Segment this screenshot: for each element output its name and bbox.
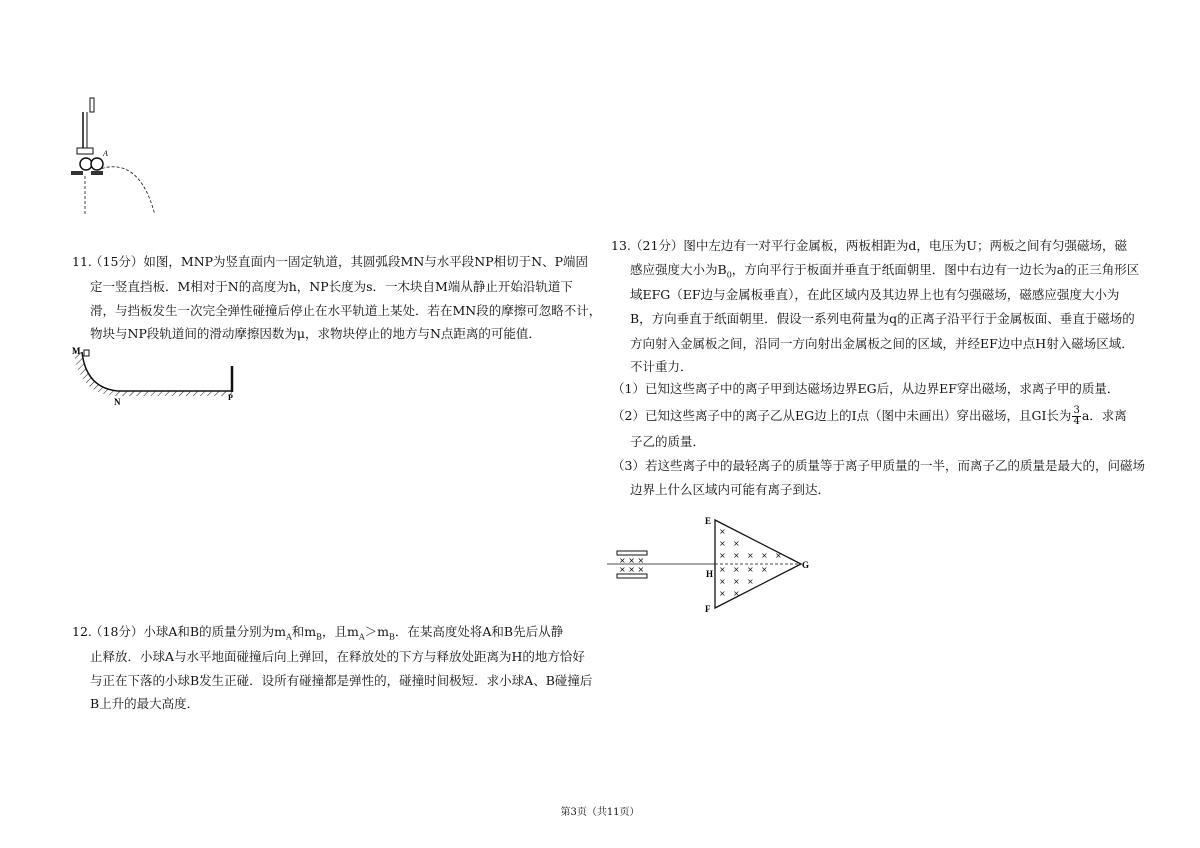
svg-text:×: ×: [733, 577, 740, 586]
label-n: N: [114, 397, 121, 406]
svg-text:×: ×: [761, 551, 768, 560]
svg-text:×: ×: [733, 539, 740, 548]
svg-text:×: ×: [733, 589, 740, 598]
svg-text:×: ×: [733, 551, 740, 560]
q12-line-2: 止释放．小球A与水平地面碰撞后向上弹回，在释放处的下方与释放处距离为H的地方恰好: [90, 649, 585, 664]
q12-text-e: ．在某高度处将A和B先后从静: [394, 624, 564, 639]
svg-text:×: ×: [775, 551, 782, 560]
frac-num: 3: [1073, 405, 1080, 416]
three-quarters-fraction: [1072, 406, 1080, 427]
label-g: G: [802, 560, 810, 570]
q13-line-2: [630, 264, 1139, 280]
svg-text:×: ×: [733, 565, 740, 574]
svg-text:×: ×: [747, 551, 754, 560]
label-p: P: [228, 393, 233, 402]
q12-sub-a1: A: [285, 632, 292, 642]
q13-line-5: 方向射入金属板之间，沿同一方向射出金属板之间的区域，并经EF边中点H射入磁场区域．: [630, 336, 1134, 351]
q11-line-4: 物块与NP段轨道间的滑动摩擦因数为μ，求物块停止的地方与N点距离的可能值．: [90, 326, 541, 341]
projectile-apparatus-figure: [65, 92, 185, 214]
label-m: M: [72, 346, 81, 356]
q13-line-3: 域EFG（EF边与金属板垂直），在此区域内及其边界上也有匀强磁场，磁感应强度大小为: [630, 287, 1120, 302]
svg-text:×: ×: [719, 551, 726, 560]
magnetic-field-figure: [605, 510, 825, 618]
q13-line-4: B，方向垂直于纸面朝里．假设一系列电荷量为q的正离子沿平行于金属板面、垂直于磁场的: [630, 311, 1135, 326]
label-h: H: [706, 569, 714, 579]
q12-line-4: B上升的最大高度．: [90, 696, 200, 711]
q13-line2-sub: 0: [726, 270, 732, 280]
q13-number: 13.: [611, 238, 631, 253]
q12-text-b: 和m: [291, 624, 317, 639]
q13-part-3-line-1: （3）若这些离子中的最轻离子的质量等于离子甲质量的一半，而离子乙的质量是最大的，问磁场: [612, 458, 1145, 473]
label-e: E: [705, 516, 712, 526]
track-mnp-figure: [68, 344, 248, 406]
label-a: A: [103, 149, 108, 158]
q12-number: 12.: [72, 624, 92, 639]
svg-text:×: ×: [719, 589, 726, 598]
q13-part2-b: a．求离: [1081, 408, 1127, 423]
svg-text:×: ×: [747, 565, 754, 574]
q13-part-3-line-2: 边界上什么区域内可能有离子到达．: [630, 482, 831, 497]
q11-line-2: 定一竖直挡板．M相对于N的高度为h，NP长度为s．一木块自M端从静止开始沿轨道下: [90, 279, 573, 294]
label-f: F: [705, 604, 711, 614]
q13-part-2: [612, 406, 1127, 427]
svg-text:×: ×: [719, 527, 726, 536]
q12-text-d: ＞m: [364, 624, 390, 639]
svg-text:× × ×: × × ×: [619, 565, 645, 574]
svg-text:×: ×: [719, 539, 726, 548]
page-footer: 第3页（共11页）: [560, 807, 640, 818]
q13-line-1: （21分）图中左边有一对平行金属板，两板相距为d，电压为U；两板之间有匀强磁场，磁: [630, 238, 1127, 253]
q13-part2-a: （2）已知这些离子中的离子乙从EG边上的I点（图中未画出）穿出磁场，且GI长为: [612, 408, 1072, 423]
svg-text:×: ×: [747, 577, 754, 586]
q12-text-c: ，且m: [322, 624, 359, 639]
q12-sub-a2: A: [358, 632, 365, 642]
q12-text-a: （18分）小球A和B的质量分别为m: [90, 624, 286, 639]
svg-text:×: ×: [761, 565, 768, 574]
q13-line2-b: ，方向平行于板面并垂直于纸面朝里．图中右边有一边长为a的正三角形区: [731, 262, 1140, 277]
q13-part-2-cont: 子乙的质量．: [630, 434, 706, 449]
q13-line-6: 不计重力．: [630, 359, 693, 374]
q12-sub-b2: B: [389, 632, 395, 642]
q13-line2-a: 感应强度大小为B: [630, 262, 727, 277]
frac-den: 4: [1073, 416, 1080, 427]
q11-line-3: 滑，与挡板发生一次完全弹性碰撞后停止在水平轨道上某处．若在MN段的摩擦可忽略不计，: [90, 303, 602, 318]
svg-text:× × ×: × × ×: [619, 556, 645, 565]
q11-number: 11.: [72, 254, 92, 269]
svg-text:×: ×: [719, 565, 726, 574]
q12-sub-b1: B: [316, 632, 323, 642]
q13-part-1: （1）已知这些离子中的离子甲到达磁场边界EG后，从边界EF穿出磁场，求离子甲的质量．: [612, 381, 1120, 396]
svg-text:×: ×: [719, 577, 726, 586]
q11-line-1: （15分）如图，MNP为竖直面内一固定轨道，其圆弧段MN与水平段NP相切于N、P端固: [90, 254, 588, 269]
q12-line-1: [90, 626, 563, 642]
q12-line-3: 与正在下落的小球B发生正碰．设所有碰撞都是弹性的，碰撞时间极短．求小球A、B碰撞后: [90, 673, 593, 688]
